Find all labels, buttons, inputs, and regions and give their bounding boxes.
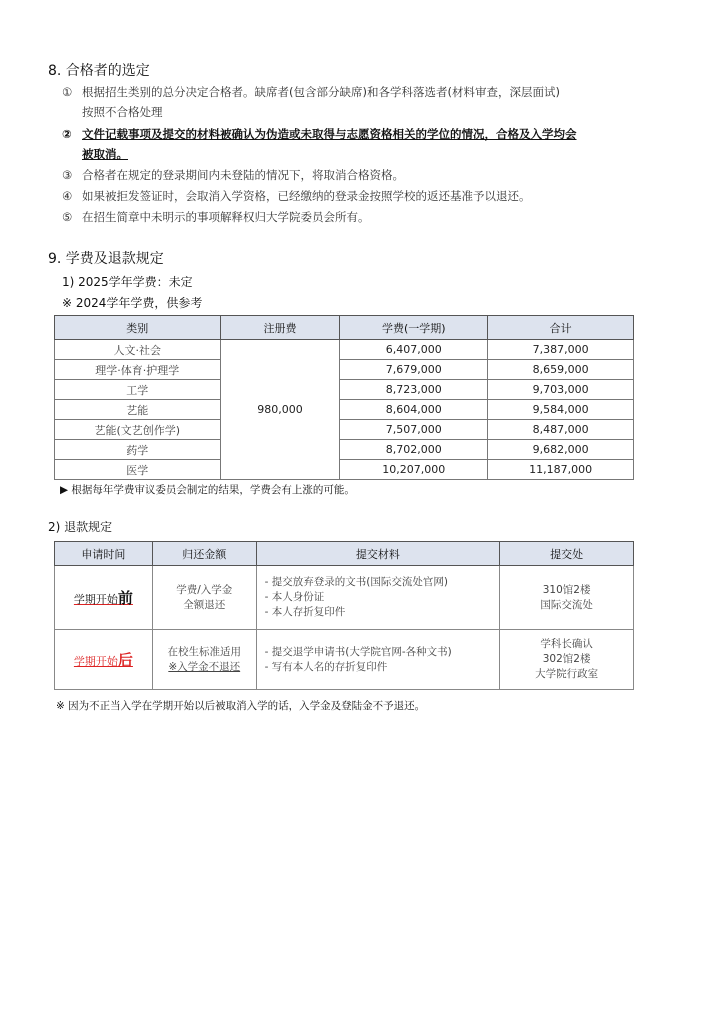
tuition-table: [54, 315, 634, 480]
col-header-total: 合计: [488, 316, 634, 340]
period-cell: [55, 566, 153, 630]
rule-item-1: [62, 84, 560, 100]
total-cell: 9,682,000: [488, 440, 634, 460]
period-after-label: 学期开始后: [73, 651, 133, 669]
total-cell: 8,659,000: [488, 360, 634, 380]
category-cell: 理学·体育·护理学: [55, 360, 221, 380]
category-cell: 人文·社会: [55, 340, 221, 360]
section-9-title: 9. 学费及退款规定: [48, 251, 164, 267]
col-header-period: 申请时间: [55, 542, 153, 566]
item-number: ③: [62, 168, 73, 182]
amount-cell: 在校生标准适用 ※入学金不退还: [152, 630, 256, 690]
item-number: ①: [62, 85, 73, 99]
col-header-tuition: 学费(一学期): [340, 316, 488, 340]
rule-item-2-cont: 被取消。: [82, 147, 128, 161]
item-text: 合格者在规定的登录期间内未登陆的情况下，将取消合格资格。: [82, 168, 404, 182]
registration-fee-cell: 980,000: [220, 340, 340, 480]
materials-cell: - 提交放弃登录的文书(国际交流处官网) - 本人身份证 - 本人存折复印件: [256, 566, 500, 630]
item-text: 文件记载事项及提交的材料被确认为伪造或未取得与志愿资格相关的学位的情况，合格及入学均会: [82, 127, 577, 141]
col-header-materials: 提交材料: [256, 542, 500, 566]
office-cell: 310馆2楼 国际交流处: [500, 566, 634, 630]
refund-heading: 2) 退款规定: [48, 520, 113, 534]
table-row: [55, 380, 634, 400]
table-header-row: [55, 316, 634, 340]
amount-cell: 学费/入学金 全额退还: [152, 566, 256, 630]
tuition-cell: 8,604,000: [340, 400, 488, 420]
tuition-cell: 10,207,000: [340, 460, 488, 480]
item-number: ④: [62, 189, 73, 203]
table-row: [55, 420, 634, 440]
category-cell: 艺能(文艺创作学): [55, 420, 221, 440]
item-text: 如果被拒发签证时，会取消入学资格，已经缴纳的登录金按照学校的返还基准予以退还。: [82, 189, 531, 203]
materials-cell: - 提交退学申请书(大学院官网-各种文书) - 写有本人名的存折复印件: [256, 630, 500, 690]
table-row: [55, 460, 634, 480]
table-row: [55, 440, 634, 460]
tuition-2024-reference: ※ 2024学年学费，供参考: [62, 296, 203, 310]
table-row: [55, 630, 634, 690]
tuition-cell: 6,407,000: [340, 340, 488, 360]
category-cell: 药学: [55, 440, 221, 460]
col-header-registration: 注册费: [220, 316, 340, 340]
office-cell: 学科长确认 302馆2楼 大学院行政室: [500, 630, 634, 690]
total-cell: 8,487,000: [488, 420, 634, 440]
total-cell: 9,584,000: [488, 400, 634, 420]
refund-note: ※ 因为不正当入学在学期开始以后被取消入学的话，入学金及登陆金不予退还。: [56, 700, 426, 712]
period-before-label: 学期开始前: [73, 589, 133, 607]
refund-table: [54, 541, 634, 690]
table-row: [55, 360, 634, 380]
table-row: [55, 400, 634, 420]
rule-item-5: [62, 209, 370, 225]
total-cell: 7,387,000: [488, 340, 634, 360]
category-cell: 艺能: [55, 400, 221, 420]
period-cell: [55, 630, 153, 690]
table-header-row: [55, 542, 634, 566]
tuition-note: ▶ 根据每年学费审议委员会制定的结果，学费会有上涨的可能。: [60, 484, 355, 496]
rule-item-3: [62, 167, 404, 183]
rule-item-1-cont: 按照不合格处理: [82, 105, 163, 119]
tuition-cell: 7,507,000: [340, 420, 488, 440]
tuition-cell: 8,723,000: [340, 380, 488, 400]
tuition-2025-heading: 1) 2025学年学费：未定: [62, 275, 193, 289]
col-header-category: 类别: [55, 316, 221, 340]
col-header-office: 提交处: [500, 542, 634, 566]
item-number: ②: [62, 127, 72, 141]
col-header-amount: 归还金额: [152, 542, 256, 566]
rule-item-4: [62, 188, 531, 204]
item-text: 根据招生类别的总分决定合格者。缺席者(包含部分缺席)和各学科落选者(材料审查，深层面试): [82, 85, 560, 99]
section-8-title: 8. 合格者的选定: [48, 63, 150, 79]
table-row: [55, 340, 634, 360]
total-cell: 9,703,000: [488, 380, 634, 400]
table-row: [55, 566, 634, 630]
category-cell: 医学: [55, 460, 221, 480]
item-text: 在招生简章中未明示的事项解释权归大学院委员会所有。: [82, 210, 370, 224]
category-cell: 工学: [55, 380, 221, 400]
item-number: ⑤: [62, 210, 73, 224]
tuition-cell: 8,702,000: [340, 440, 488, 460]
tuition-cell: 7,679,000: [340, 360, 488, 380]
rule-item-2: [62, 126, 577, 142]
total-cell: 11,187,000: [488, 460, 634, 480]
